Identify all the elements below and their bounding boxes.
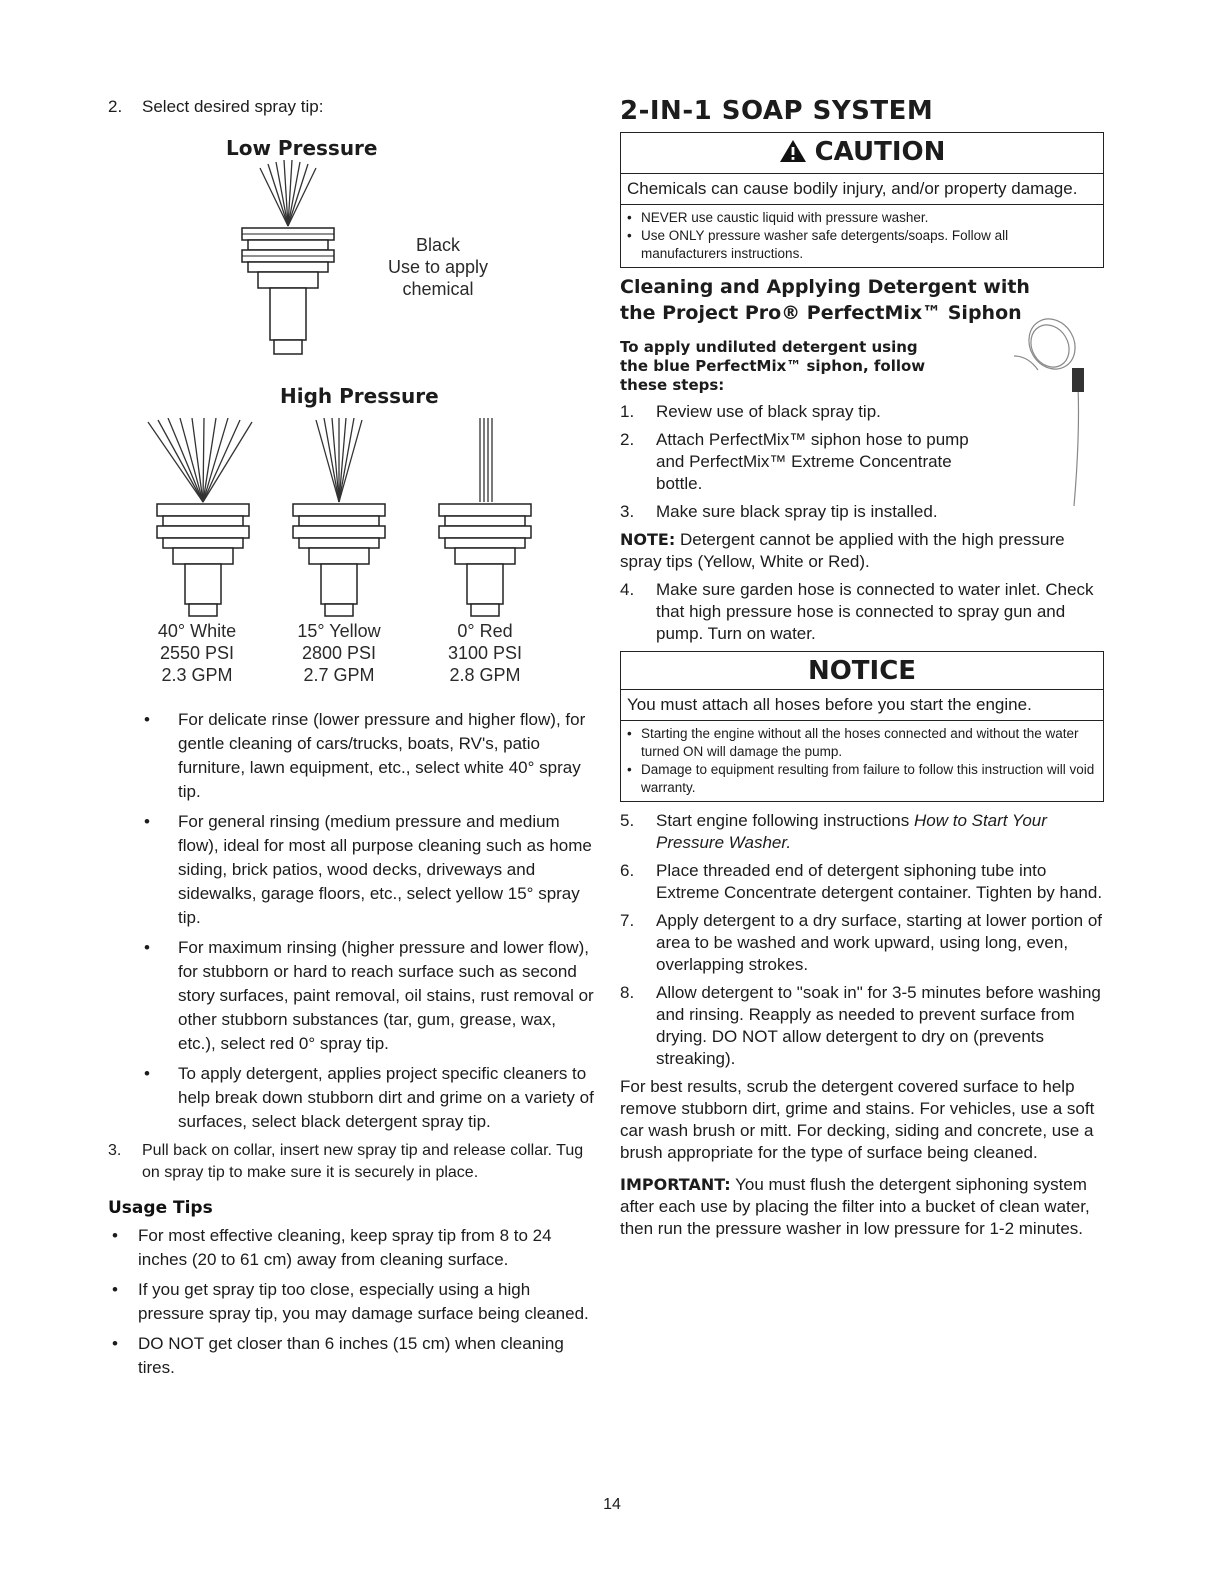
steps-5-8 [620,810,1104,1070]
list-item [620,579,1104,645]
list-item: • For delicate rinse (lower pressure and higher flow), for gentle cleaning of cars/trucks, boats, RV's, patio furniture, lawn equipment, etc., select white 40° spray tip. [108,708,598,804]
black-tip-label [378,234,498,300]
caution-box [620,132,1104,268]
list-item: • If you get spray tip too close, especially using a high pressure spray tip, you may damage surface being cleaned. [108,1278,598,1326]
step-text: Allow detergent to "soak in" for 3-5 minutes before washing and rinsing. Reapply as needed to prevent surface from drying. DO NOT allow detergent to dry on (prevents streaking). [656,983,1101,1068]
step-text: Pull back on collar, insert new spray tip and release collar. Tug on spray tip to make sure it is securely in place. [142,1142,584,1181]
important-label: IMPORTANT: [620,1175,731,1194]
red-tip [420,418,550,623]
step-reference: How to Start Your Pressure Washer. [656,811,1047,852]
notice-lead: You must attach all hoses before you start the engine. [621,690,1103,721]
list-item: • NEVER use caustic liquid with pressure washer. [627,209,1097,227]
yellow-tip-name: 15° Yellow [297,621,381,641]
siphon-instructions [620,338,1104,523]
right-column [620,96,1104,1240]
white-tip-psi: 2550 PSI [159,643,235,663]
list-item: • For general rinsing (medium pressure and medium flow), ideal for most all purpose cleaning such as home siding, brick patios, wood decks, driveways and sidewalks, garage floors, etc., select yellow 15° spray tip. [108,810,598,930]
left-column [108,96,598,1386]
step-text: Make sure black spray tip is installed. [656,502,938,521]
section-title-line1: Cleaning and Applying Detergent with [620,276,1030,298]
list-item [620,860,1104,904]
note [620,529,1104,573]
note-label: NOTE: [620,530,676,549]
warning-triangle-icon [779,139,807,170]
step-number: 2. [620,430,635,449]
list-item: • Damage to equipment resulting from failure to follow this instruction will void warranty. [627,761,1097,797]
yellow-tip [274,418,404,623]
note-text: Detergent cannot be applied with the high pressure spray tips (Yellow, White or Red). [620,530,1065,571]
step-text: Make sure garden hose is connected to water inlet. Check that high pressure hose is connected to spray gun and pump. Turn on water. [656,580,1094,643]
step-number: 8. [620,983,635,1002]
important-text: You must flush the detergent siphoning system after each use by placing the filter into a bucket of clean water, then run the pressure washer in low pressure for 1-2 minutes. [620,1175,1090,1238]
step-number: 3. [620,502,635,521]
red-spray-tip-icon [420,418,550,618]
best-results-paragraph: For best results, scrub the detergent covered surface to help remove stubborn dirt, grime and stains. For vehicles, use a soft car wash brush or mitt. For decking, siding and concrete, use a brush appropriate for the type of surface being cleaned. [620,1077,1095,1162]
list-item: • For most effective cleaning, keep spray tip from 8 to 24 inches (20 to 61 cm) away from cleaning surface. [108,1224,598,1272]
step-4 [620,579,1104,645]
white-tip [138,418,268,623]
yellow-tip-specs [274,620,404,686]
white-tip-name: 40° White [157,621,237,641]
high-pressure-heading: High Pressure [280,384,439,408]
black-tip-name: Black [415,235,460,255]
step-3 [108,1140,598,1184]
steps-1-3 [620,401,980,523]
white-tip-specs [132,620,262,686]
list-item: • To apply detergent, applies project specific cleaners to help break down stubborn dirt and grime on a variety of surfaces, select black detergent spray tip. [108,1062,598,1134]
step-number: 1. [620,402,635,421]
list-item [620,910,1104,976]
notice-box [620,651,1104,802]
yellow-spray-tip-icon [274,418,404,618]
page-number: 14 [603,1496,621,1513]
step-text: Review use of black spray tip. [656,402,881,421]
step-text: Attach PerfectMix™ siphon hose to pump and PerfectMix™ Extreme Concentrate bottle. [656,430,969,493]
black-spray-tip-icon [218,160,358,366]
section-title-line2: the Project Pro® PerfectMix™ Siphon [620,302,1022,324]
step-2 [108,96,598,118]
yellow-tip-gpm: 2.7 GPM [303,665,375,685]
step-number: 7. [620,911,635,930]
low-pressure-heading: Low Pressure [226,136,378,160]
list-item [620,401,980,423]
intro-text: To apply undiluted detergent using the blue PerfectMix™ siphon, follow these steps: [620,338,926,394]
caution-list [621,205,1103,267]
spray-tip-bullets [108,708,598,1134]
list-item: • DO NOT get closer than 6 inches (15 cm) when cleaning tires. [108,1332,598,1380]
list-item: • Starting the engine without all the hoses connected and without the water turned ON will damage the pump. [627,725,1097,761]
important-paragraph [620,1174,1104,1240]
step-text: Apply detergent to a dry surface, starting at lower portion of area to be washed and work upward, using long, even, overlapping strokes. [656,911,1103,974]
red-tip-name: 0° Red [457,621,513,641]
step-number: 5. [620,811,635,830]
caution-title: CAUTION [814,137,946,167]
red-tip-gpm: 2.8 GPM [449,665,521,685]
red-tip-specs [420,620,550,686]
list-item: • Use ONLY pressure washer safe detergents/soaps. Follow all manufacturers instructions. [627,227,1097,263]
step-text: Select desired spray tip: [142,97,324,116]
step-text: Place threaded end of detergent siphoning tube into Extreme Concentrate detergent container. Tighten by hand. [656,861,1103,902]
caution-title-bar [621,133,1103,174]
usage-tips-heading: Usage Tips [108,1198,213,1218]
list-item [620,982,1104,1070]
black-tip-use-line1: Use to apply [387,257,489,277]
step-number: 3. [108,1142,122,1159]
white-tip-gpm: 2.3 GPM [161,665,233,685]
caution-lead: Chemicals can cause bodily injury, and/or property damage. [621,174,1103,205]
step-number: 2. [108,97,123,116]
yellow-tip-psi: 2800 PSI [301,643,377,663]
red-tip-psi: 3100 PSI [447,643,523,663]
black-tip-use-line2: chemical [402,279,474,299]
list-item: • For maximum rinsing (higher pressure and lower flow), for stubborn or hard to reach surface such as second story surfaces, paint removal, oil stains, rust removal or other stubborn substances (tar, gum, grease, wax, etc.), select red 0° spray tip. [108,936,598,1056]
page-title: 2-IN-1 SOAP SYSTEM [620,96,934,126]
list-item [620,501,980,523]
high-pressure-tips [108,418,598,708]
siphon-hose-icon [994,316,1094,516]
low-pressure-figure [108,160,598,366]
list-item [620,810,1104,854]
step-number: 6. [620,861,635,880]
step-text: Start engine following instructions [656,811,914,830]
notice-list [621,721,1103,801]
list-item [620,429,980,495]
white-spray-tip-icon [138,418,268,618]
usage-tips-list [108,1224,598,1380]
notice-title: NOTICE [621,652,1103,690]
step-number: 4. [620,580,635,599]
